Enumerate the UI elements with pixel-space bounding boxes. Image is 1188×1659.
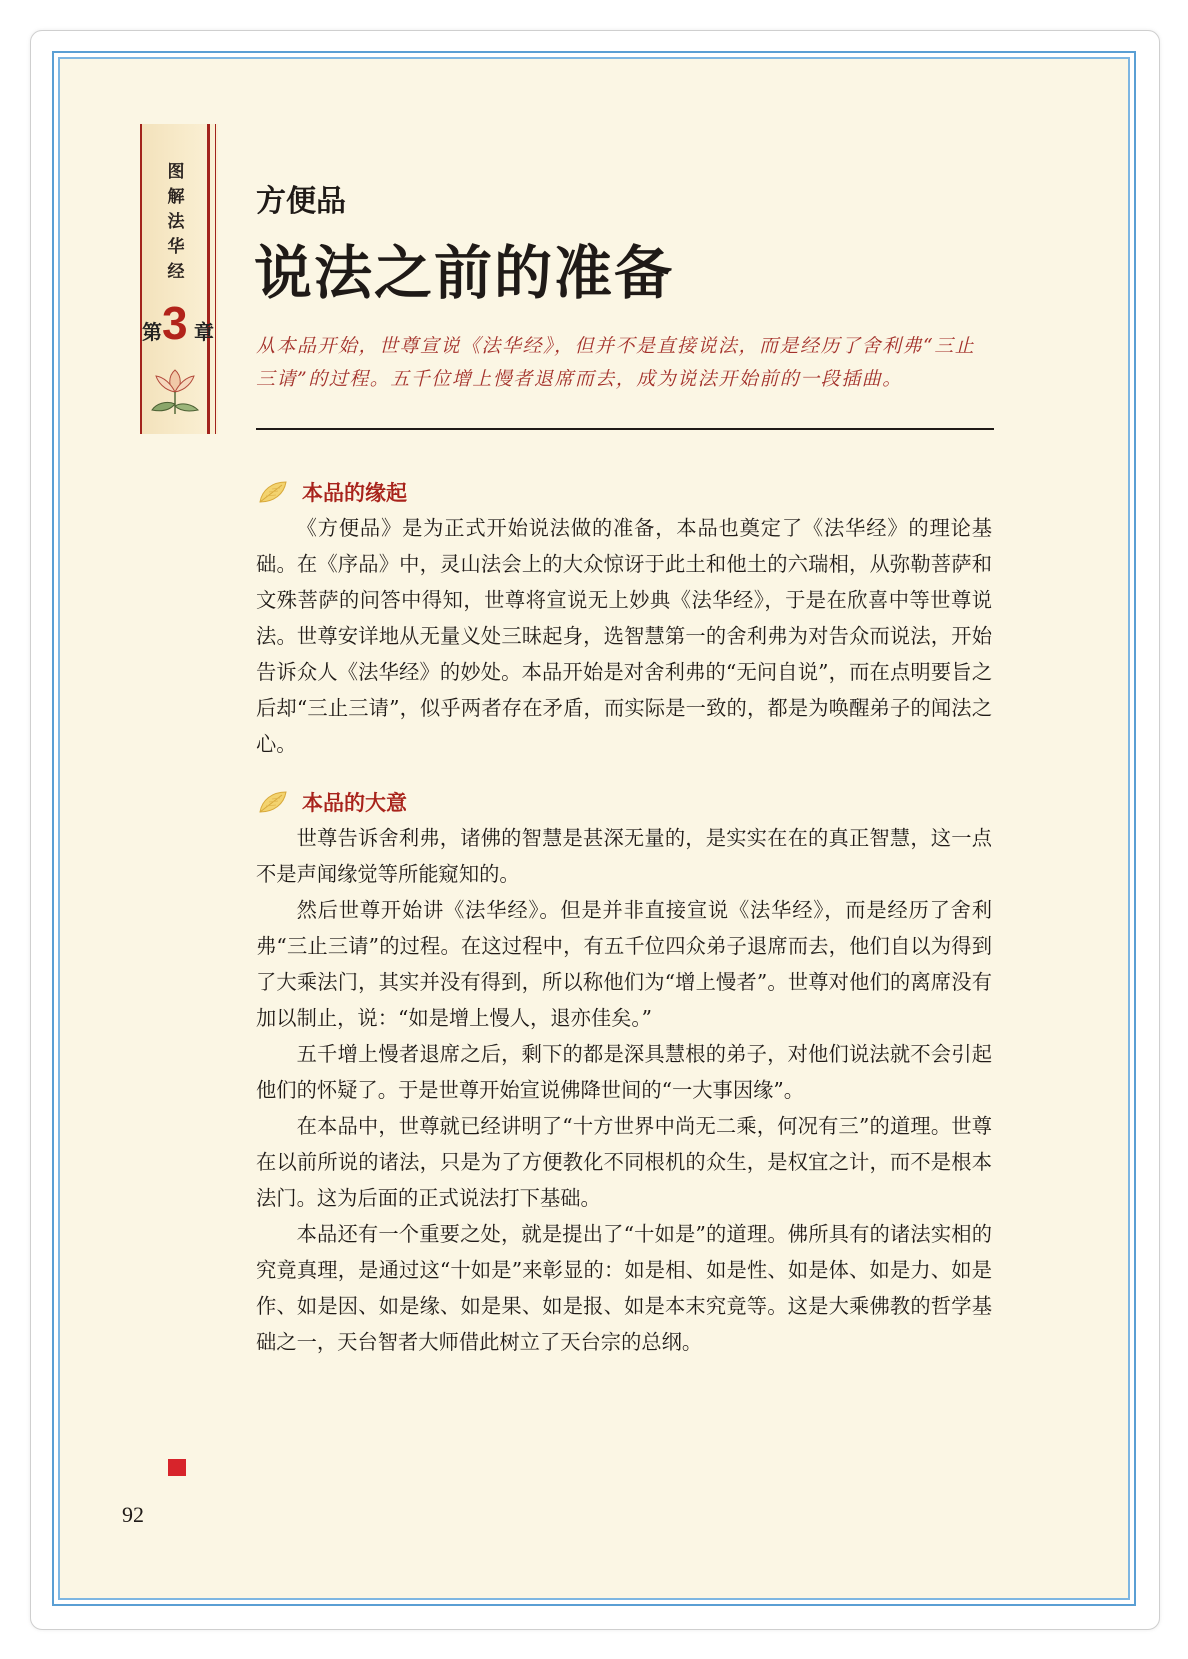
page-number: 92 — [122, 1502, 144, 1527]
series-char: 经 — [167, 262, 185, 282]
bodhi-leaf-icon — [256, 478, 290, 506]
bodhi-leaf-icon — [256, 788, 290, 816]
series-char: 法 — [167, 212, 185, 232]
section-heading-origin — [256, 476, 407, 508]
section-subtitle: 方便品 — [256, 184, 346, 219]
chapter-number: 3 — [162, 297, 188, 349]
series-char: 解 — [167, 187, 185, 207]
series-char: 华 — [167, 237, 185, 257]
paragraph: 五千增上慢者退席之后，剩下的都是深具慧根的弟子，对他们说法就不会引起他们的怀疑了。于是世尊开始宣说佛降世间的“一大事因缘”。 — [256, 1042, 992, 1102]
tab-border-right — [207, 124, 210, 434]
section-body-meaning — [256, 820, 992, 1360]
lotus-icon — [146, 362, 204, 416]
paragraph: 《方便品》是为正式开始说法做的准备，本品也奠定了《法华经》的理论基础。在《序品》中，灵山法会上的大众惊讶于此土和他土的六瑞相，从弥勒菩萨和文殊菩萨的问答中得知，世尊将宣说无上妙典《法华经》，于是在欣喜中等世尊说法。世尊安详地从无量义处三昧起身，选智慧第一的舍利弗为对告众而说法，开始告诉众人《法华经》的妙处。本品开始是对舍利弗的“无问自说”，而在点明要旨之后却“三止三请”，似乎两者存在矛盾，而实际是一致的，都是为唤醒弟子的闻法之心。 — [256, 516, 992, 756]
section-heading-label: 本品的缘起 — [302, 481, 407, 505]
book-series-title — [164, 160, 188, 285]
paragraph: 世尊告诉舍利弗，诸佛的智慧是甚深无量的，是实实在在的真正智慧，这一点不是声闻缘觉等所能窥知的。 — [256, 826, 992, 886]
chapter-label — [142, 297, 218, 364]
paragraph: 然后世尊开始讲《法华经》。但是并非直接宣说《法华经》，而是经历了舍利弗“三止三请”的过程。在这过程中，有五千位四众弟子退席而去，他们自以为得到了大乘法门，其实并没有得到，所以称他们为“增上慢者”。世尊对他们的离席没有加以制止，说：“如是增上慢人，退亦佳矣。” — [256, 898, 992, 1030]
chapter-prefix: 第 — [142, 320, 162, 344]
section-heading-label: 本品的大意 — [302, 791, 407, 815]
paragraph: 在本品中，世尊就已经讲明了“十方世界中尚无二乘，何况有三”的道理。世尊在以前所说的诸法，只是为了方便教化不同根机的众生，是权宜之计，而不是根本法门。这为后面的正式说法打下基础。 — [256, 1114, 992, 1210]
paragraph: 本品还有一个重要之处，就是提出了“十如是”的道理。佛所具有的诸法实相的究竟真理，是通过这“十如是”来彰显的：如是相、如是性、如是体、如是力、如是作、如是因、如是缘、如是果、如是报、如是本末究竟等。这是大乘佛教的哲学基础之一，天台智者大师借此树立了天台宗的总纲。 — [256, 1222, 992, 1354]
section-body-origin — [256, 510, 992, 762]
intro-summary: 从本品开始，世尊宣说《法华经》，但并不是直接说法，而是经历了舍利弗“三止三请”的过程。五千位增上慢者退席而去，成为说法开始前的一段插曲。 — [256, 335, 976, 390]
tab-border-right-thin — [215, 124, 216, 434]
divider — [256, 428, 994, 430]
page-marker — [168, 1459, 186, 1476]
chapter-suffix: 章 — [194, 320, 214, 344]
page-title: 说法之前的准备 — [254, 239, 675, 307]
series-char: 图 — [167, 162, 185, 182]
section-heading-meaning — [256, 786, 407, 818]
tab-border-left — [140, 124, 142, 434]
